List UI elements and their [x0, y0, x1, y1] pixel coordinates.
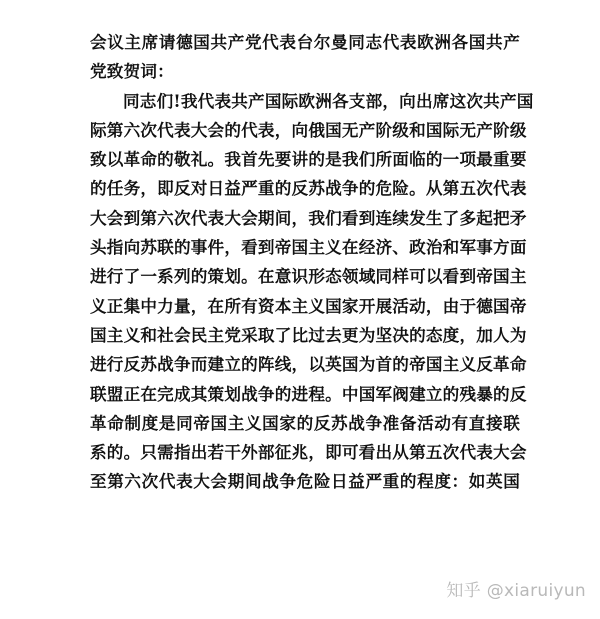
watermark: 知乎 @xiaruiyun — [446, 581, 586, 601]
paragraph-line: 系的。只需指出若干外部征兆，即可看出从第五次代表大会 — [90, 442, 527, 463]
paragraph-line: 头指向苏联的事件，看到帝国主义在经济、政治和军事方面 — [90, 237, 527, 258]
paragraph-line: 的任务，即反对日益严重的反苏战争的危险。从第五次代表 — [90, 178, 527, 199]
paragraph-line: 致以革命的敬礼。我首先要讲的是我们所面临的一项最重要 — [90, 149, 527, 170]
paragraph-line: 际第六次代表大会的代表，向俄国无产阶级和国际无产阶级 — [90, 119, 527, 140]
paragraph-line: 联盟正在完成其策划战争的进程。中国军阀建立的残暴的反 — [90, 383, 527, 404]
title-line-2: 党致贺词： — [90, 61, 174, 82]
title-line-1: 会议主席请德国共产党代表台尔曼同志代表欧洲各国共产 — [90, 32, 520, 52]
paragraph-line: 至第六次代表大会期间战争危险日益严重的程度：如英国 — [90, 471, 520, 492]
paragraph-line: 进行反苏战争而建立的阵线，以英国为首的帝国主义反革命 — [90, 354, 527, 375]
paragraph-line: 义正集中力量，在所有资本主义国家开展活动，由于德国帝 — [90, 295, 527, 316]
paragraph-line: 革命制度是同帝国主义国家的反苏战争准备活动有直接联 — [90, 412, 520, 433]
paragraph-line: 大会到第六次代表大会期间，我们看到连续发生了多起把矛 — [90, 207, 527, 228]
paragraph-line: 同志们!我代表共产国际欧洲各支部，向出席这次共产国 — [123, 90, 534, 111]
document-text — [90, 28, 534, 497]
paragraph-line: 国主义和社会民主党采取了比过去更为坚决的态度，加人为 — [90, 324, 527, 345]
paragraph-line: 进行了一系列的策划。在意识形态领域同样可以看到帝国主 — [90, 266, 527, 287]
